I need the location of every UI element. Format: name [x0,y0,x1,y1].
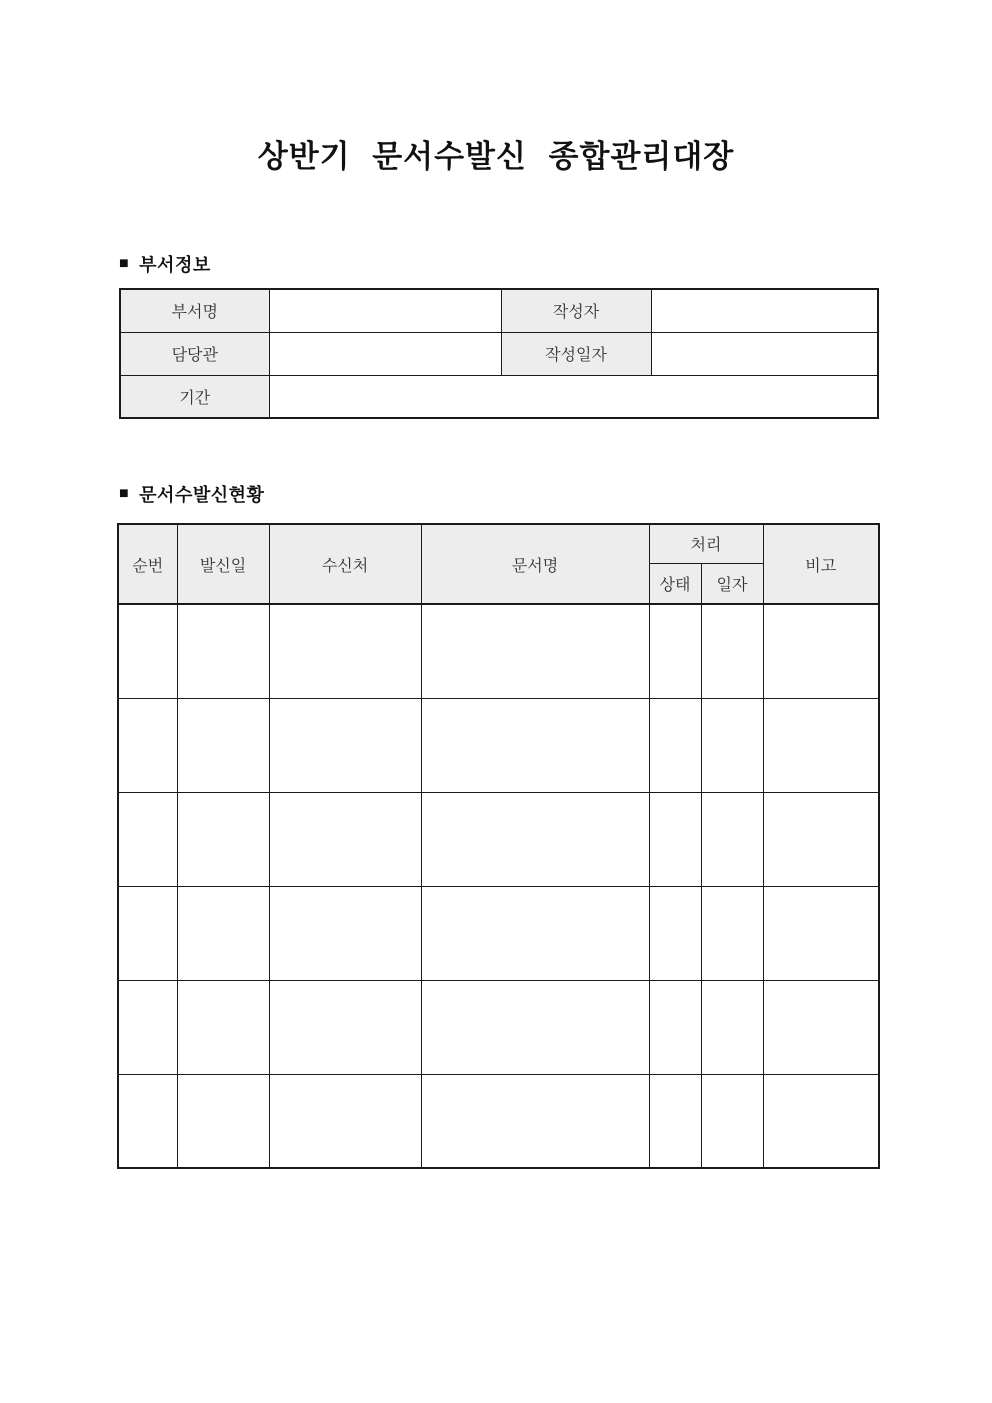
col-header-date: 일자 [701,563,763,604]
page-title: 상반기 문서수발신 종합관리대장 [257,139,735,174]
dept-info-row [120,289,878,332]
write-date-label: 작성일자 [501,332,651,375]
status-table-cell[interactable] [701,980,763,1074]
section-heading-label: 문서수발신현황 [139,485,265,505]
status-table-row [118,792,879,886]
status-table-cell[interactable] [269,698,421,792]
status-table-row [118,698,879,792]
status-table-cell[interactable] [763,792,879,886]
write-date-value-field[interactable] [651,332,878,375]
status-table-cell[interactable] [177,792,269,886]
status-table-cell[interactable] [177,1074,269,1168]
period-value-field[interactable] [269,375,878,418]
section-bullet-icon: ■ [119,485,130,502]
status-table-cell[interactable] [763,604,879,698]
status-table-cell[interactable] [177,980,269,1074]
status-table-cell[interactable] [649,886,701,980]
status-table-cell[interactable] [177,698,269,792]
dept-info-row [120,375,878,418]
dept-name-value-field[interactable] [269,289,501,332]
status-table-cell[interactable] [421,1074,649,1168]
dept-info-table [119,288,879,419]
status-table-cell[interactable] [421,980,649,1074]
status-table-cell[interactable] [421,698,649,792]
dept-info-row [120,332,878,375]
status-table-cell[interactable] [118,604,177,698]
status-table-cell[interactable] [701,604,763,698]
status-table-cell[interactable] [649,604,701,698]
status-table-cell[interactable] [118,1074,177,1168]
status-table-row [118,1074,879,1168]
status-table-cell[interactable] [649,1074,701,1168]
author-value-field[interactable] [651,289,878,332]
col-header-doc-name: 문서명 [421,524,649,604]
header-row-top [118,524,879,563]
doc-status-table [117,523,880,1169]
status-table-cell[interactable] [269,1074,421,1168]
status-table-cell[interactable] [421,886,649,980]
section-heading-doc-status [119,481,264,507]
status-table-cell[interactable] [701,1074,763,1168]
doc-status-table-header [118,524,879,604]
officer-label: 담당관 [120,332,269,375]
status-table-row [118,980,879,1074]
section-bullet-icon: ■ [119,255,130,272]
author-label: 작성자 [501,289,651,332]
status-table-cell[interactable] [649,980,701,1074]
status-table-cell[interactable] [269,604,421,698]
status-table-cell[interactable] [421,792,649,886]
status-table-cell[interactable] [118,698,177,792]
status-table-row [118,886,879,980]
status-table-cell[interactable] [118,886,177,980]
status-table-cell[interactable] [763,980,879,1074]
section-heading-label: 부서정보 [139,255,211,275]
status-table-cell[interactable] [701,792,763,886]
period-label: 기간 [120,375,269,418]
status-table-cell[interactable] [701,886,763,980]
col-header-status: 상태 [649,563,701,604]
status-table-cell[interactable] [763,886,879,980]
status-table-cell[interactable] [649,698,701,792]
dept-name-label: 부서명 [120,289,269,332]
status-table-cell[interactable] [269,980,421,1074]
status-table-cell[interactable] [421,604,649,698]
status-table-cell[interactable] [118,980,177,1074]
status-table-cell[interactable] [763,698,879,792]
status-table-cell[interactable] [269,886,421,980]
status-table-cell[interactable] [763,1074,879,1168]
status-table-cell[interactable] [649,792,701,886]
officer-value-field[interactable] [269,332,501,375]
status-table-cell[interactable] [118,792,177,886]
col-header-processing: 처리 [649,524,763,563]
col-header-send-date: 발신일 [177,524,269,604]
doc-status-table-body [118,604,879,1168]
col-header-remarks: 비고 [763,524,879,604]
col-header-recipient: 수신처 [269,524,421,604]
section-heading-dept-info [119,251,211,277]
status-table-cell[interactable] [701,698,763,792]
col-header-no: 순번 [118,524,177,604]
status-table-row [118,604,879,698]
status-table-cell[interactable] [177,604,269,698]
status-table-cell[interactable] [269,792,421,886]
status-table-cell[interactable] [177,886,269,980]
